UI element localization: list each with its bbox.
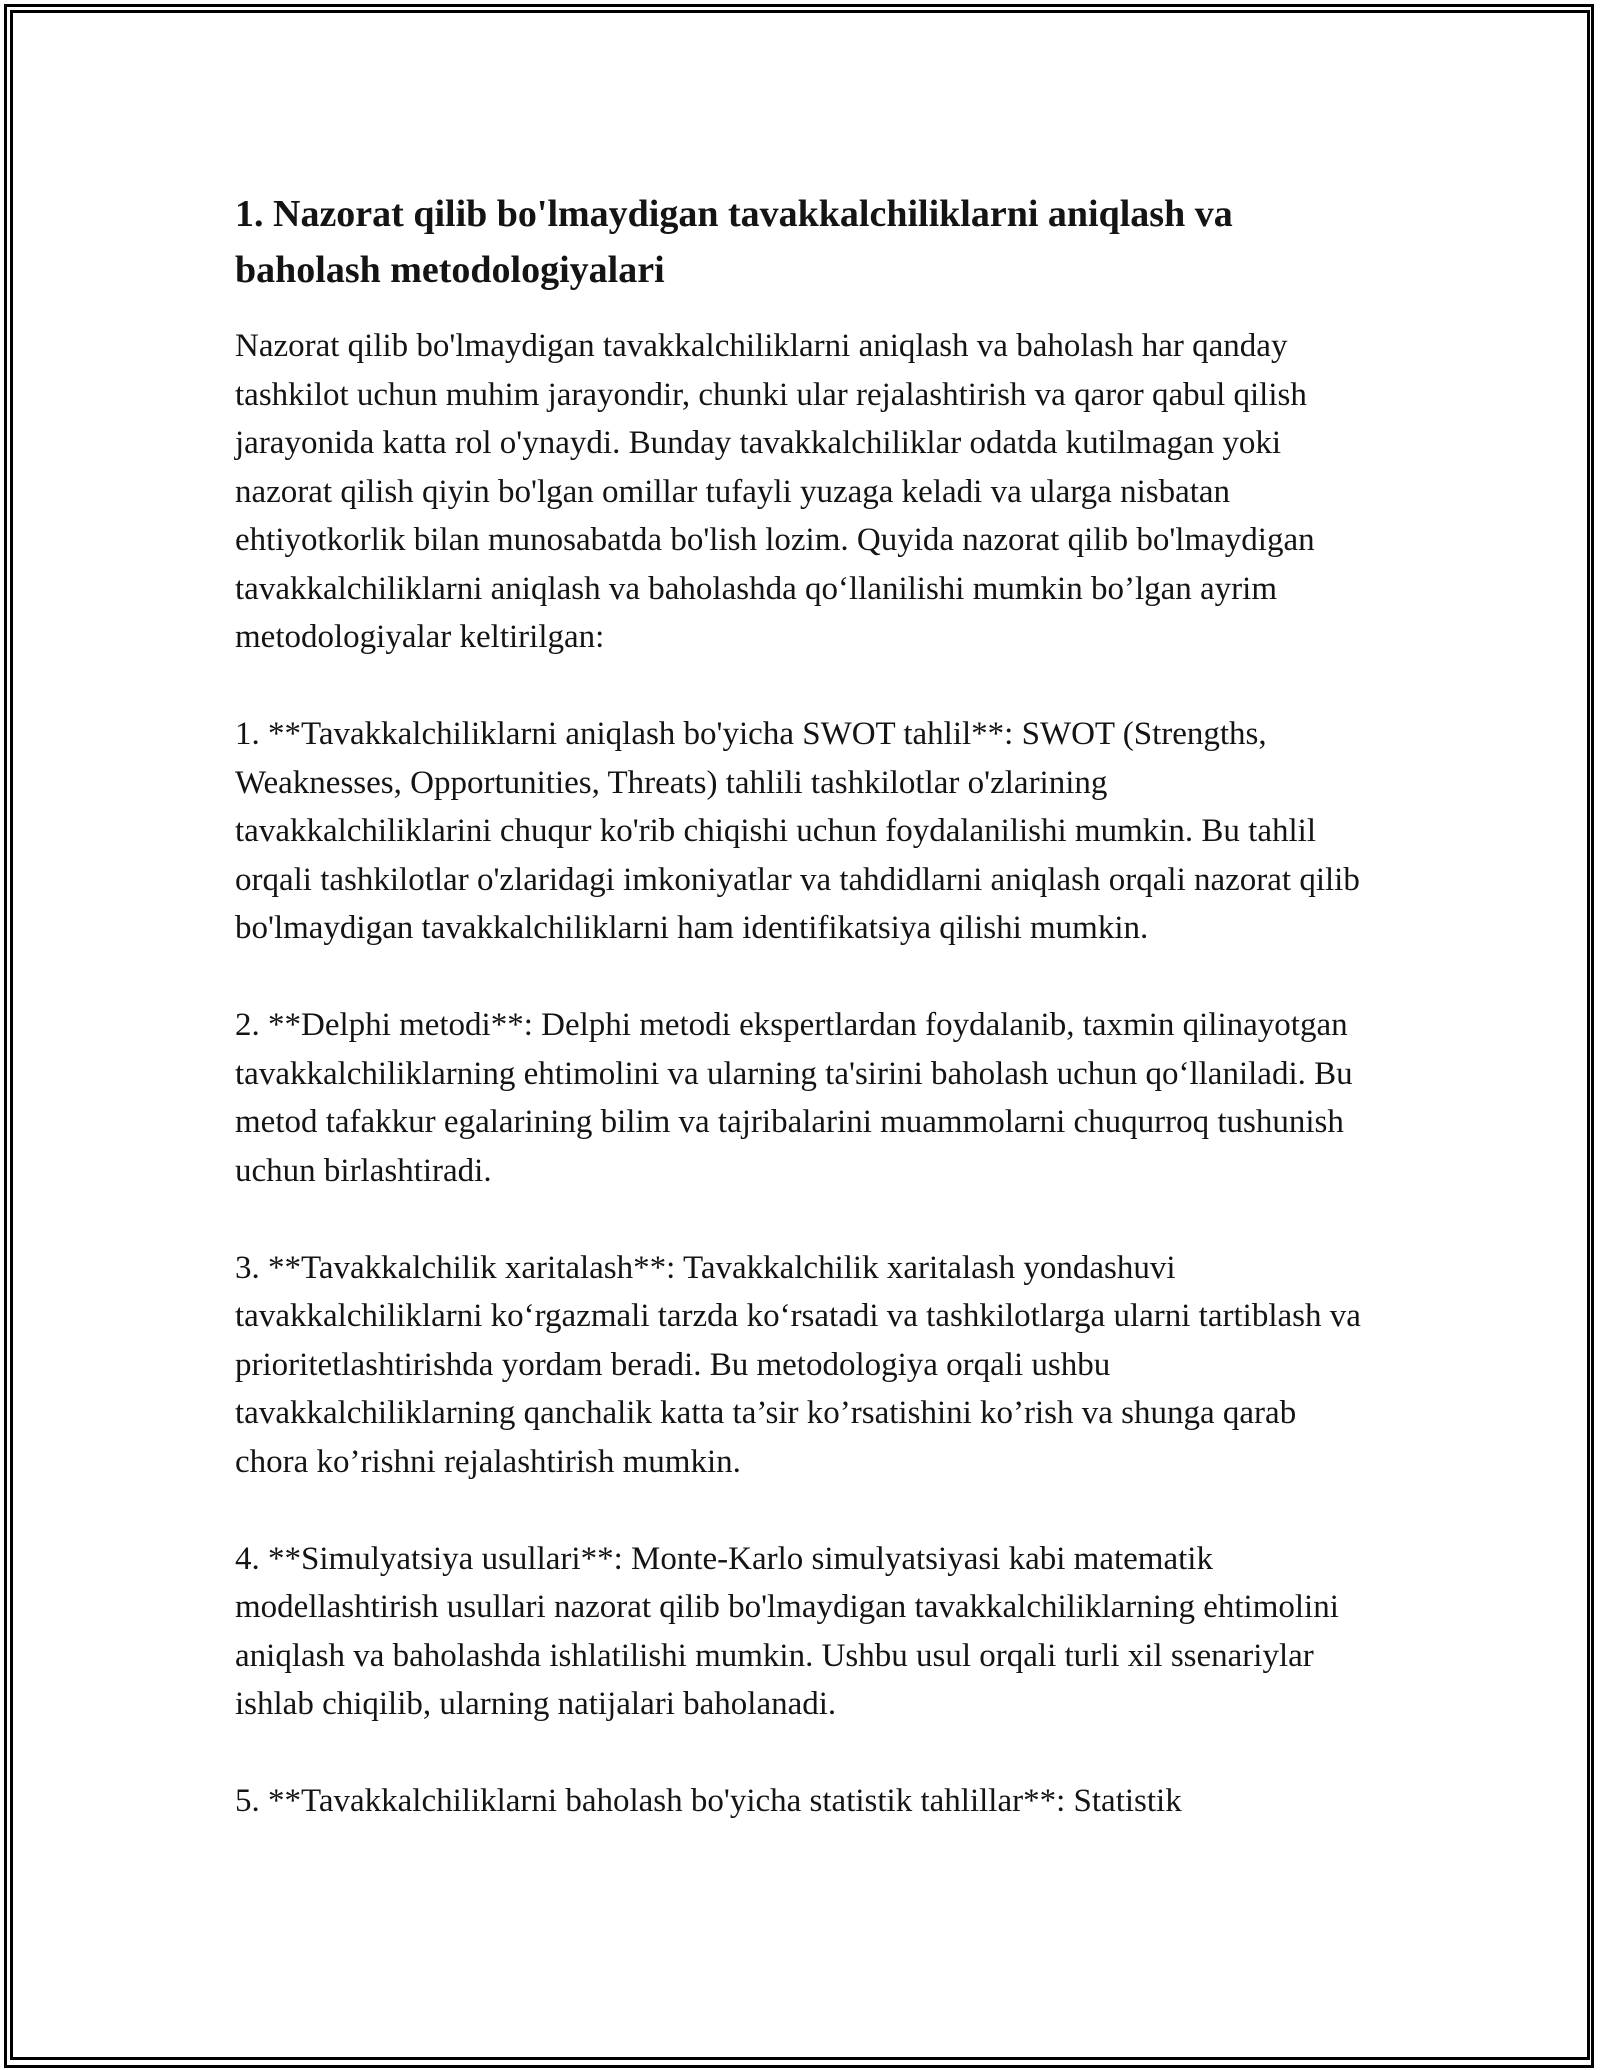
document-body xyxy=(235,186,1365,1874)
method-simulation-paragraph: 4. **Simulyatsiya usullari**: Monte-Karlo simulyatsiyasi kabi matematik modellashtirish usullari nazorat qilib bo'lmaydigan tavakkalchiliklarning ehtimolini aniqlash va baholashda ishlatilishi mumkin. Ushbu usul orqali turli xil ssenariylar ishlab chiqilib, ularning natijalari baholanadi. xyxy=(235,1540,1339,1722)
method-statistics-paragraph: 5. **Tavakkalchiliklarni baholash bo'yicha statistik tahlillar**: Statistik xyxy=(235,1783,1182,1819)
method-swot-paragraph: 1. **Tavakkalchiliklarni aniqlash bo'yicha SWOT tahlil**: SWOT (Strengths, Weaknesses, Opportunities, Threats) tahlili tashkilotlar o'zlarining tavakkalchiliklarini chuqur ko'rib chiqishi uchun foydalanilishi mumkin. Bu tahlil orqali tashkilotlar o'zlaridagi imkoniyatlar va tahdidlarni aniqlash orqali nazorat qilib bo'lmaydigan tavakkalchiliklarni ham identifikatsiya qilishi mumkin. xyxy=(235,716,1360,946)
method-risk-mapping-paragraph: 3. **Tavakkalchilik xaritalash**: Tavakkalchilik xaritalash yondashuvi tavakkalchiliklarni ko‘rgazmali tarzda ko‘rsatadi va tashkilotlarga ularni tartiblash va prioritetlashtirishda yordam beradi. Bu metodologiya orqali ushbu tavakkalchiliklarning qanchalik katta ta’sir ko’rsatishini ko’rish va shunga qarab chora ko’rishni rejalashtirish mumkin. xyxy=(235,1249,1361,1480)
section-heading: 1. Nazorat qilib bo'lmaydigan tavakkalchiliklarni aniqlash va baholash metodologiyalari xyxy=(235,193,1233,291)
method-delphi-paragraph: 2. **Delphi metodi**: Delphi metodi ekspertlardan foydalanib, taxmin qilinayotgan tavakkalchiliklarning ehtimolini va ularning ta'sirini baholash uchun qo‘llaniladi. Bu metod tafakkur egalarining bilim va tajribalarini muammolarni chuqurroq tushunish uchun birlashtiradi. xyxy=(235,1007,1353,1189)
intro-paragraph: Nazorat qilib bo'lmaydigan tavakkalchiliklarni aniqlash va baholash har qanday tashkilot uchun muhim jarayondir, chunki ular rejalashtirish va qaror qabul qilish jarayonida katta rol o'ynaydi. Bunday tavakkalchiliklar odatda kutilmagan yoki nazorat qilish qiyin bo'lgan omillar tufayli yuzaga keladi va ularga nisbatan ehtiyotkorlik bilan munosabatda bo'lish lozim. Quyida nazorat qilib bo'lmaydigan tavakkalchiliklarni aniqlash va baholashda qo‘llanilishi mumkin bo’lgan ayrim metodologiyalar keltirilgan: xyxy=(235,328,1315,655)
